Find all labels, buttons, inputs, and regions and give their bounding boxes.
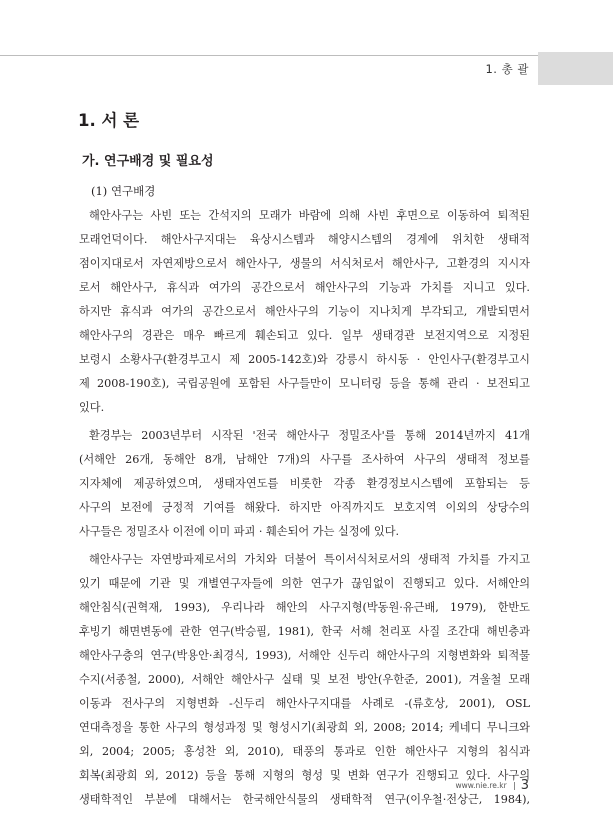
body-line: 보령시 소황사구(환경부고시 제 2005-142호)와 강릉시 하시동 · 안인사구(환경부고시 (79, 353, 530, 366)
footer-url[interactable]: www.nie.re.kr (455, 781, 507, 790)
body-line: 외, 2004; 2005; 홍성찬 외, 2010), 태풍의 통과로 인한 해안사구 지형의 침식과 (79, 745, 530, 758)
body-line: 회복(최광희 외, 2012) 등을 통해 지형의 형성 및 변화 연구가 진행되고 있다. 사구의 (79, 769, 530, 782)
body-line: 수지(서종철, 2000), 서해안 해안사구 실태 및 보전 방안(우한준, 2001), 겨울철 모래 (79, 673, 530, 686)
body-line: 하지만 휴식과 여가의 공간으로서 해안사구의 기능이 지나치게 부각되고, 개발되면서 (79, 305, 530, 318)
body-line: 점이지대로서 자연제방으로서 해안사구, 생물의 서식처로서 해안사구, 고환경의 지시자 (79, 257, 530, 270)
body-line: 모래언덕이다. 해안사구지대는 육상시스템과 해양시스템의 경계에 위치한 생태적 (79, 233, 530, 246)
body-line: 해안사구는 사빈 또는 간석지의 모래가 바람에 의해 사빈 후면으로 이동하여 퇴적된 (89, 209, 530, 222)
body-line: 이동과 전사구의 지형변화 -신두리 해안사구지대를 사례로 -(류호상, 2001), OSL (79, 697, 530, 710)
body-line: 사구들은 정밀조사 이전에 이미 파괴 · 훼손되어 가는 실정에 있다. (79, 525, 400, 538)
body-line: 있다. (79, 401, 105, 414)
header-rule (0, 55, 613, 56)
subsection-title: 가. 연구배경 및 필요성 (82, 154, 214, 169)
body-line: 사구의 보전에 긍정적 기여를 해왔다. 하지만 아직까지도 보호지역 이외의 상당수의 (79, 501, 530, 514)
body-line: 후빙기 해면변동에 관한 연구(박승필, 1981), 한국 서해 천리포 사질 조간대 해빈층과 (79, 625, 530, 638)
page-number: 3 (520, 778, 529, 793)
section-title: 1. 서 론 (78, 111, 140, 130)
body-line: 해안사구층의 연구(박용안·최경식, 1993), 서해안 신두리 해안사구의 지형변화와 퇴적물 (79, 649, 530, 662)
body-line: 제 2008-190호), 국립공원에 포함된 사구들만이 모니터링 등을 통해 관리 · 보전되고 (79, 377, 530, 390)
body-line: 환경부는 2003년부터 시작된 '전국 해안사구 정밀조사'를 통해 2014년까지 41개 (89, 429, 530, 442)
body-line: 해안사구는 자연방파제로서의 가치와 더불어 특이서식처로서의 생태적 가치를 가지고 (89, 553, 530, 566)
body-line: 지자체에 제공하였으며, 생태자연도를 비롯한 각종 환경정보시스템에 포함되는 등 (79, 477, 530, 490)
body-line: 연대측정을 통한 사구의 형성과정 및 형성시기(최광희 외, 2008; 2014; 케네디 무니크와 (79, 721, 530, 734)
chapter-label: 1. 총 괄 (485, 62, 529, 76)
body-line: 해안사구의 경관은 매우 빠르게 훼손되고 있다. 일부 생태경관 보전지역으로 지정된 (79, 329, 530, 342)
body-line: (서해안 26개, 동해안 8개, 남해안 7개)의 사구를 조사하여 사구의 생태적 정보를 (79, 453, 530, 466)
body-line: 로서 해안사구, 휴식과 여가의 공간으로서 해안사구의 기능과 가치를 지니고 있다. (79, 281, 530, 294)
header-tab (538, 52, 613, 85)
body-line: 있기 때문에 기관 및 개별연구자들에 의한 연구가 끊임없이 진행되고 있다. 서해안의 (79, 577, 530, 590)
footer (455, 778, 529, 793)
sub-heading: (1) 연구배경 (91, 184, 156, 198)
footer-separator (514, 782, 515, 790)
body-line: 생태학적인 부분에 대해서는 한국해안식물의 생태학적 연구(이우철·전상근, 1984), (79, 793, 530, 806)
body-line: 해안침식(권혁재, 1993), 우리나라 해안의 사구지형(박동원·유근배, 1979), 한반도 (79, 601, 530, 614)
